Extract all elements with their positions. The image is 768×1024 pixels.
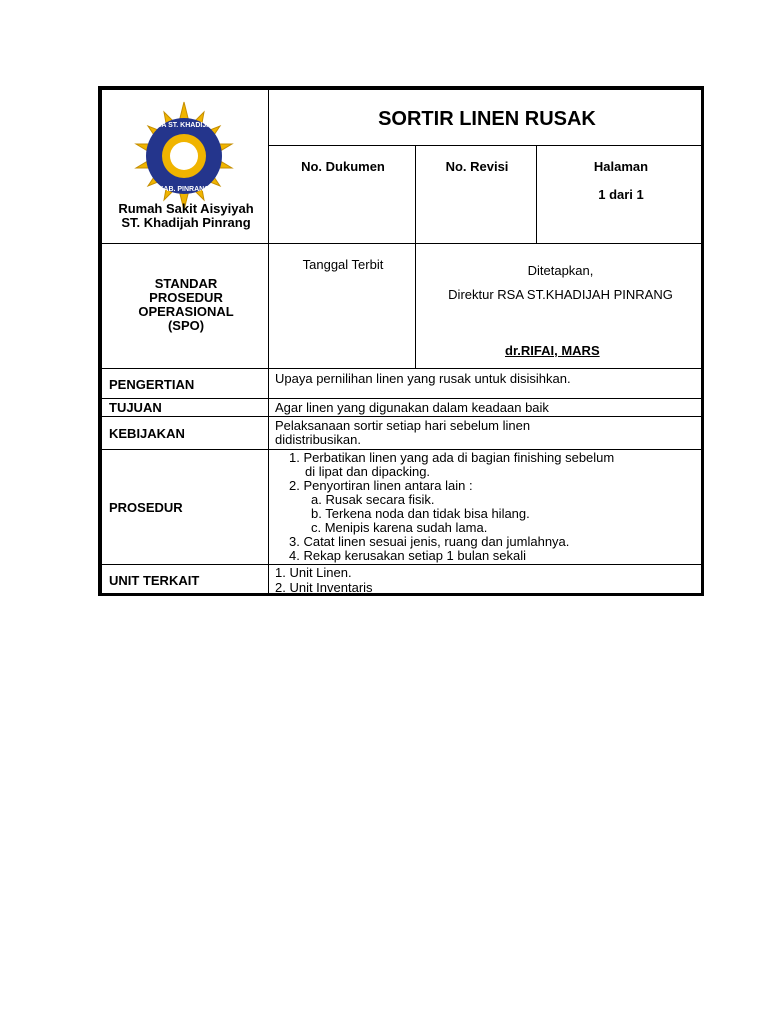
prosedur-line: di lipat dan dipacking. [305, 464, 431, 479]
prosedur-text-cell [268, 449, 704, 565]
no-dokumen-label: No. Dukumen [301, 159, 385, 174]
unit-label-cell [101, 564, 269, 596]
hospital-logo [120, 100, 248, 216]
kebijakan-label: KEBIJAKAN [109, 426, 185, 441]
prosedur-line: 1. Perbatikan linen yang ada di bagian finishing sebelum [289, 450, 615, 465]
logo-text-bottom: KAB. PINRANG [158, 186, 210, 193]
spo-line1: STANDAR [154, 276, 218, 291]
prosedur-line: c. Menipis karena sudah lama. [311, 520, 488, 535]
page-title: SORTIR LINEN RUSAK [378, 108, 596, 130]
tanggal-terbit-label: Tanggal Terbit [302, 257, 384, 272]
prosedur-line: 4. Rekap kerusakan setiap 1 bulan sekali [289, 548, 527, 563]
prosedur-line: a. Rusak secara fisik. [311, 492, 435, 507]
tanggal-terbit-cell [268, 243, 416, 369]
prosedur-line: 2. Penyortiran linen antara lain : [289, 478, 473, 493]
pengertian-label: PENGERTIAN [109, 377, 195, 392]
spo-document [98, 86, 704, 596]
signatory-name: dr.RIFAI, MARS [505, 343, 600, 358]
prosedur-label-cell [101, 449, 269, 565]
halaman-label: Halaman [593, 159, 649, 174]
spo-cell [101, 243, 269, 369]
halaman-value: 1 dari 1 [598, 187, 644, 202]
no-revisi-cell [415, 145, 537, 244]
spo-line4: (SPO) [167, 318, 205, 333]
hospital-name-line2: ST. Khadijah Pinrang [121, 215, 251, 230]
logo-cell [101, 89, 269, 244]
prosedur-label: PROSEDUR [109, 500, 183, 515]
prosedur-line: b. Terkena noda dan tidak bisa hilang. [311, 506, 530, 521]
unit-line: 1. Unit Linen. [275, 565, 352, 580]
unit-line: 2. Unit Inventaris [275, 580, 373, 595]
kebijakan-line1: Pelaksanaan sortir setiap hari sebelum linen [275, 418, 531, 433]
tujuan-text: Agar linen yang digunakan dalam keadaan baik [275, 400, 549, 415]
no-revisi-label: No. Revisi [445, 159, 509, 174]
unit-terkait-label: UNIT TERKAIT [109, 573, 200, 588]
spo-line3: OPERASIONAL [138, 304, 234, 319]
kebijakan-line2: didistribusikan. [275, 432, 361, 447]
title-cell [268, 89, 704, 146]
kebijakan-text-cell [268, 416, 704, 450]
spo-line2: PROSEDUR [149, 290, 223, 305]
tujuan-text-cell [268, 398, 704, 417]
pengertian-label-cell [101, 368, 269, 399]
direktur-text: Direktur RSA ST.KHADIJAH PINRANG [448, 287, 673, 302]
prosedur-line: 3. Catat linen sesuai jenis, ruang dan jumlahnya. [289, 534, 570, 549]
tujuan-label-cell [101, 398, 269, 417]
ditetapkan-text: Ditetapkan, [527, 263, 594, 278]
ditetapkan-cell [415, 243, 704, 369]
kebijakan-label-cell [101, 416, 269, 450]
hospital-name-line1: Rumah Sakit Aisyiyah [118, 201, 254, 216]
tujuan-label: TUJUAN [109, 400, 162, 415]
logo-text-top: RSA ST. KHADIJAH [151, 122, 217, 129]
pengertian-text-cell [268, 368, 704, 399]
unit-text-cell [268, 564, 704, 596]
halaman-cell [536, 145, 704, 244]
pengertian-text: Upaya pernilihan linen yang rusak untuk disisihkan. [275, 371, 571, 386]
no-dokumen-cell [268, 145, 416, 244]
